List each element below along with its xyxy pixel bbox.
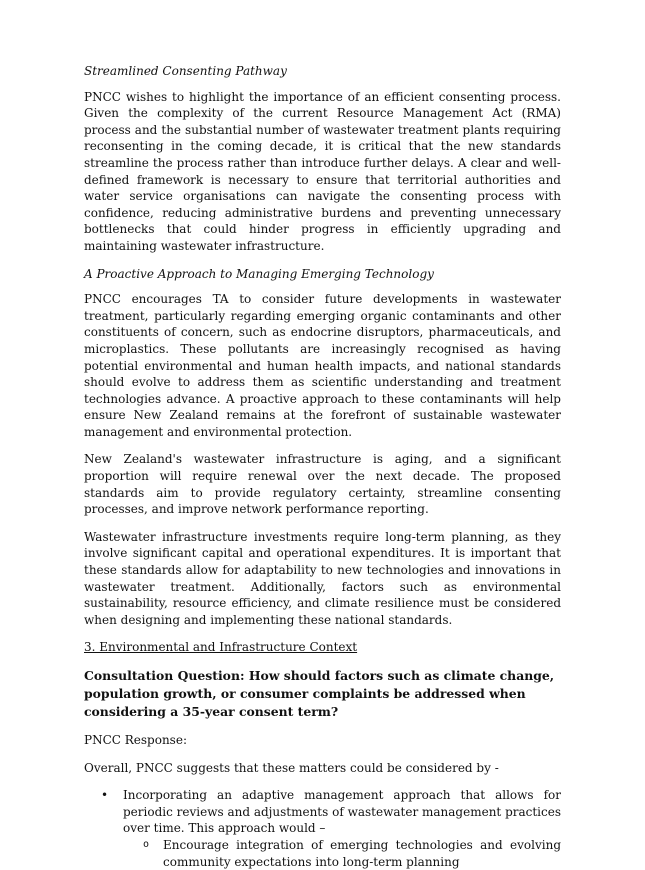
investment-paragraph: Wastewater infrastructure investments require long-term planning, as they involve significant capital and operational expenditures. It is important that these standards allow for adaptability to new technologies and innovations in wastewater treatment. Additionally, factors such as environmental sustainability, resource efficiency, and climate resilience must be considered when designing and implementing these national standards.: [84, 529, 561, 627]
proactive-paragraph: PNCC encourages TA to consider future developments in wastewater treatment, particularly regarding emerging organic contaminants and other constituents of concern, such as endocrine disruptors, pharmaceuticals, and microplastics. These pollutants are increasingly recognised as having potential environmental and human health impacts, and national standards should evolve to address them as scientific understanding and treatment technologies advance. A proactive approach to these contaminants will help ensure New Zealand remains at the forefront of sustainable wastewater management and environmental protection.: [84, 292, 561, 439]
overall-paragraph: Overall, PNCC suggests that these matters could be considered by -: [84, 760, 499, 775]
bullet-text: Incorporating an adaptive management approach that allows for periodic reviews and adjustments of wastewater management practices over time. This approach would –: [123, 788, 561, 836]
streamlined-paragraph: PNCC wishes to highlight the importance of an efficient consenting process. Given the complexity of the current Resource Management Act (RMA) process and the substantial number of wastewater treatment plants requiring reconsenting in the coming decade, it is critical that the new standards streamline the process rather than introduce further delays. A clear and well-defined framework is necessary to ensure that territorial authorities and water service organisations can navigate the consenting process with confidence, reducing administrative burdens and preventing unnecessary bottlenecks that could hinder progress in efficiently upgrading and maintaining wastewater infrastructure.: [84, 89, 561, 253]
sub-bullet-text: Encourage integration of emerging technologies and evolving community expectations into long-term planning: [163, 837, 561, 869]
infrastructure-paragraph: New Zealand's wastewater infrastructure is aging, and a significant proportion will require renewal over the next decade. The proposed standards aim to provide regulatory certainty, streamline consenting processes, and improve network performance reporting.: [84, 452, 561, 517]
response-label: PNCC Response:: [84, 733, 187, 747]
section-3-heading: 3. Environmental and Infrastructure Context: [84, 640, 358, 655]
proactive-heading: A Proactive Approach to Managing Emerging Technology: [84, 266, 434, 281]
sub-bullet-icon: o: [143, 838, 150, 850]
list-item: [84, 787, 561, 870]
response-bullet-list: [84, 787, 561, 870]
bullet-icon: •: [101, 788, 109, 803]
consultation-question: Consultation Question: How should factors such as climate change, population growth, or consumer complaints be addressed when considering a 35-year consent term?: [84, 668, 555, 719]
document-page: [84, 63, 561, 870]
streamlined-heading: Streamlined Consenting Pathway: [84, 64, 287, 78]
sub-bullet-list: [123, 837, 561, 870]
list-item: [123, 837, 561, 870]
